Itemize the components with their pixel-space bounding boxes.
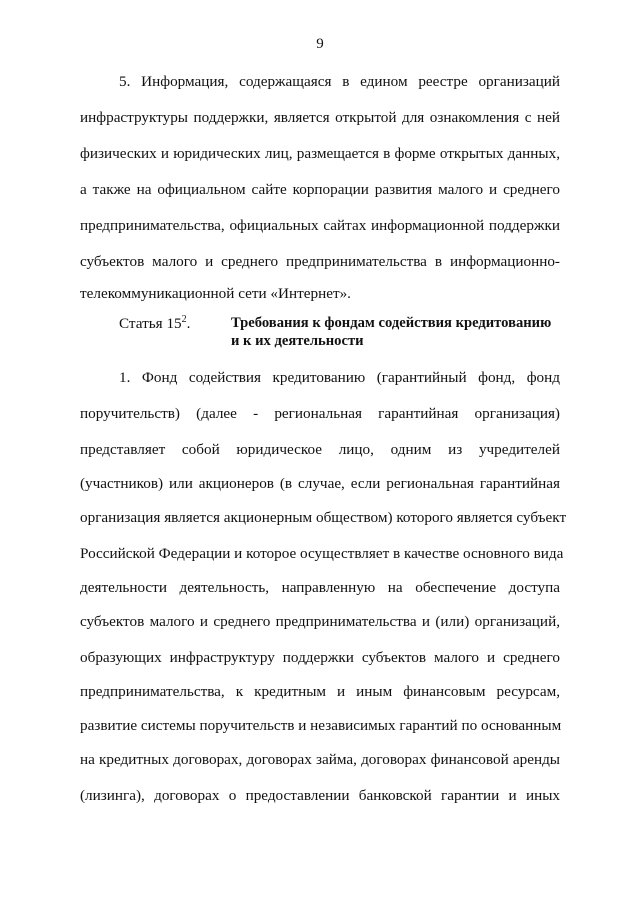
paragraph-5-line: субъектов малого и среднего предпринимательства в информационно- [80, 253, 560, 270]
article-title-line: Требования к фондам содействия кредитованию [231, 315, 552, 331]
paragraph-1-line: Российской Федерации и которое осуществляет в качестве основного вида [80, 545, 564, 562]
paragraph-1-line: 1. Фонд содействия кредитованию (гарантийный фонд, фонд [119, 369, 560, 386]
paragraph-5-line: а также на официальном сайте корпорации развития малого и среднего [80, 181, 560, 198]
paragraph-1-line: предпринимательства, к кредитным и иным финансовым ресурсам, [80, 683, 560, 700]
article-title-line: и к их деятельности [231, 333, 364, 349]
article-label-suffix: . [186, 315, 191, 332]
paragraph-1-line: образующих инфраструктуру поддержки субъектов малого и среднего [80, 649, 560, 666]
paragraph-1-line: (участников) или акционеров (в случае, если региональная гарантийная [80, 475, 560, 492]
paragraph-1-line: развитие системы поручительств и независимых гарантий по основанным [80, 717, 562, 734]
paragraph-1-line: деятельности деятельность, направленную на обеспечение доступа [80, 579, 560, 596]
paragraph-1-line: поручительств) (далее - региональная гарантийная организация) [80, 405, 560, 422]
article-label-superscript: 2 [181, 313, 187, 325]
paragraph-5-line: 5. Информация, содержащаяся в едином реестре организаций [119, 73, 560, 90]
paragraph-5-line: физических и юридических лиц, размещается в форме открытых данных, [80, 145, 560, 162]
paragraph-1-line: (лизинга), договорах о предоставлении банковской гарантии и иных [80, 787, 560, 804]
paragraph-1-line: субъектов малого и среднего предпринимательства и (или) организаций, [80, 613, 560, 630]
paragraph-1-line: представляет собой юридическое лицо, одним из учредителей [80, 441, 560, 458]
paragraph-5-line: предпринимательства, официальных сайтах информационной поддержки [80, 217, 560, 234]
paragraph-1-line: на кредитных договорах, договорах займа, договорах финансовой аренды [80, 751, 560, 768]
paragraph-5-line: телекоммуникационной сети «Интернет». [80, 285, 351, 302]
article-label [119, 314, 190, 334]
article-label-text: Статья 15 [119, 315, 182, 332]
article-title [231, 314, 571, 350]
paragraph-5-line: инфраструктуры поддержки, является открытой для ознакомления с ней [80, 109, 560, 126]
page-number: 9 [316, 36, 324, 52]
paragraph-1-line: организация является акционерным обществом) которого является субъект [80, 509, 567, 526]
